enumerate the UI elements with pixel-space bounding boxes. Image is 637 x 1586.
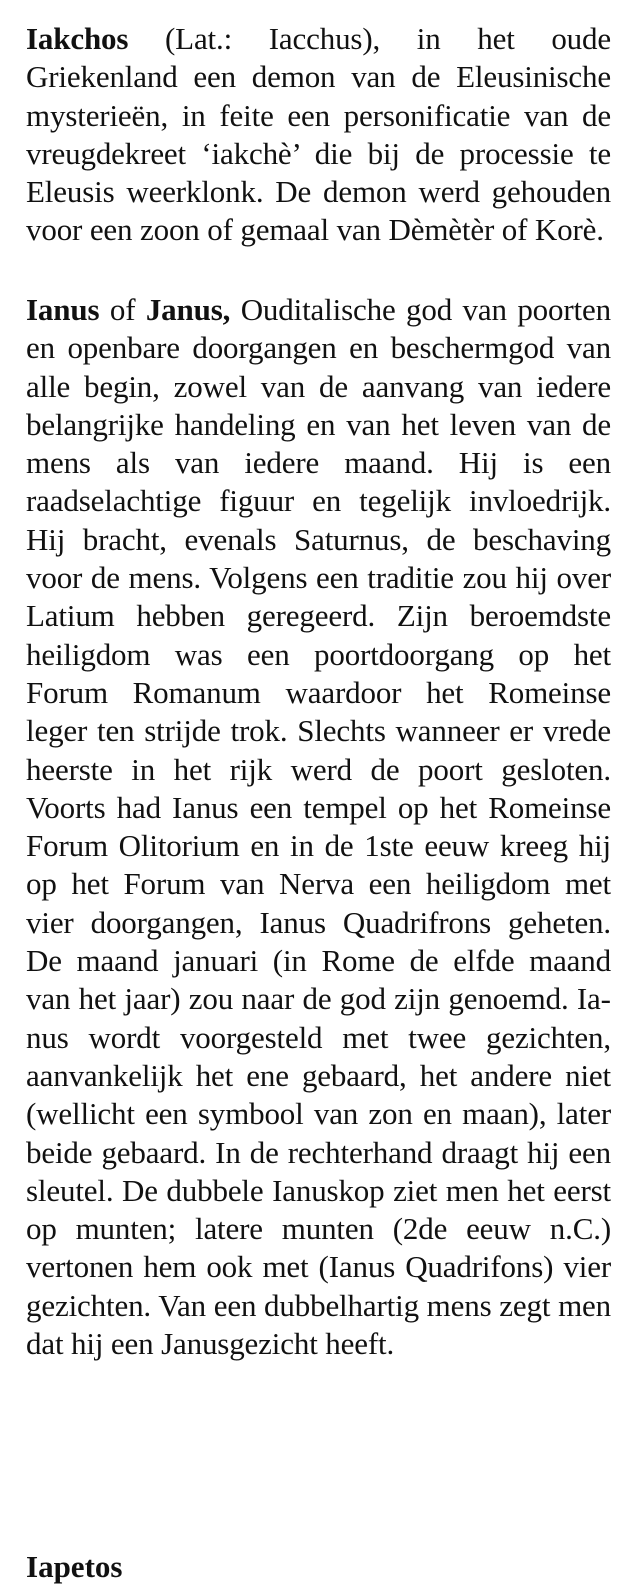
entry-text: Ouditalische god van poorten en openbare doorgangen en beschermgod van alle begin, zowel van de aanvang van iedere belangrijke handeling en van het leven van de mens als van iedere maand. Hij is een raadselachtige figuur en tegelijk invloedrijk. Hij bracht, evenals Saturnus, de beschaving voor de mens. Volgens een traditie zou hij over Latium hebben geregeerd. Zijn beroemdste heiligdom was een poortdoorgang op het Forum Romanum waardoor het Romeinse leger ten strijde trok. Slechts wanneer er vrede heerste in het rijk werd de poort gesloten. Voorts had Ianus een tempel op het Romeinse Forum Olitorium en in de 1ste eeuw kreeg hij op het Forum van Nerva een heiligdom met vier doorgangen, Ianus Quadrifrons geheten. De maand januari (in Rome de elfde maand van het jaar) zou naar de god zijn genoemd. Ianus wordt voorgesteld met twee gezichten, aanvankelijk het ene gebaard, het andere niet (wellicht een symbool van zon en maan), later beide gebaard. In de rechterhand draagt hij een sleutel. De dubbele Ianuskop ziet men het eerst op munten; latere munten (2de eeuw n.C.) vertonen hem ook met (Ianus Quadrifons) vier gezichten. Van een dubbelhartig mens zegt men dat hij een Janusgezicht heeft. <box>26 292 611 1362</box>
entry-term-alt: Janus, <box>145 292 231 327</box>
next-entry-fragment: Iapetos <box>26 1549 123 1584</box>
entry-ianus <box>26 291 611 1363</box>
next-entry-cut-off <box>26 1548 123 1584</box>
entry-term: Iakchos <box>26 21 129 56</box>
entry-term: Ianus <box>26 292 100 327</box>
entry-text: (Lat.: Iacchus), in het oude Griekenland een demon van de Eleusinische mysterieën, in feite een personificatie van de vreugdekreet ‘iakchè’ die bij de processie te Eleusis weerklonk. De demon werd gehouden voor een zoon of gemaal van Dèmètèr of Korè. <box>26 21 611 248</box>
entry-connector: of <box>99 292 146 327</box>
entry-iakchos <box>26 20 611 250</box>
